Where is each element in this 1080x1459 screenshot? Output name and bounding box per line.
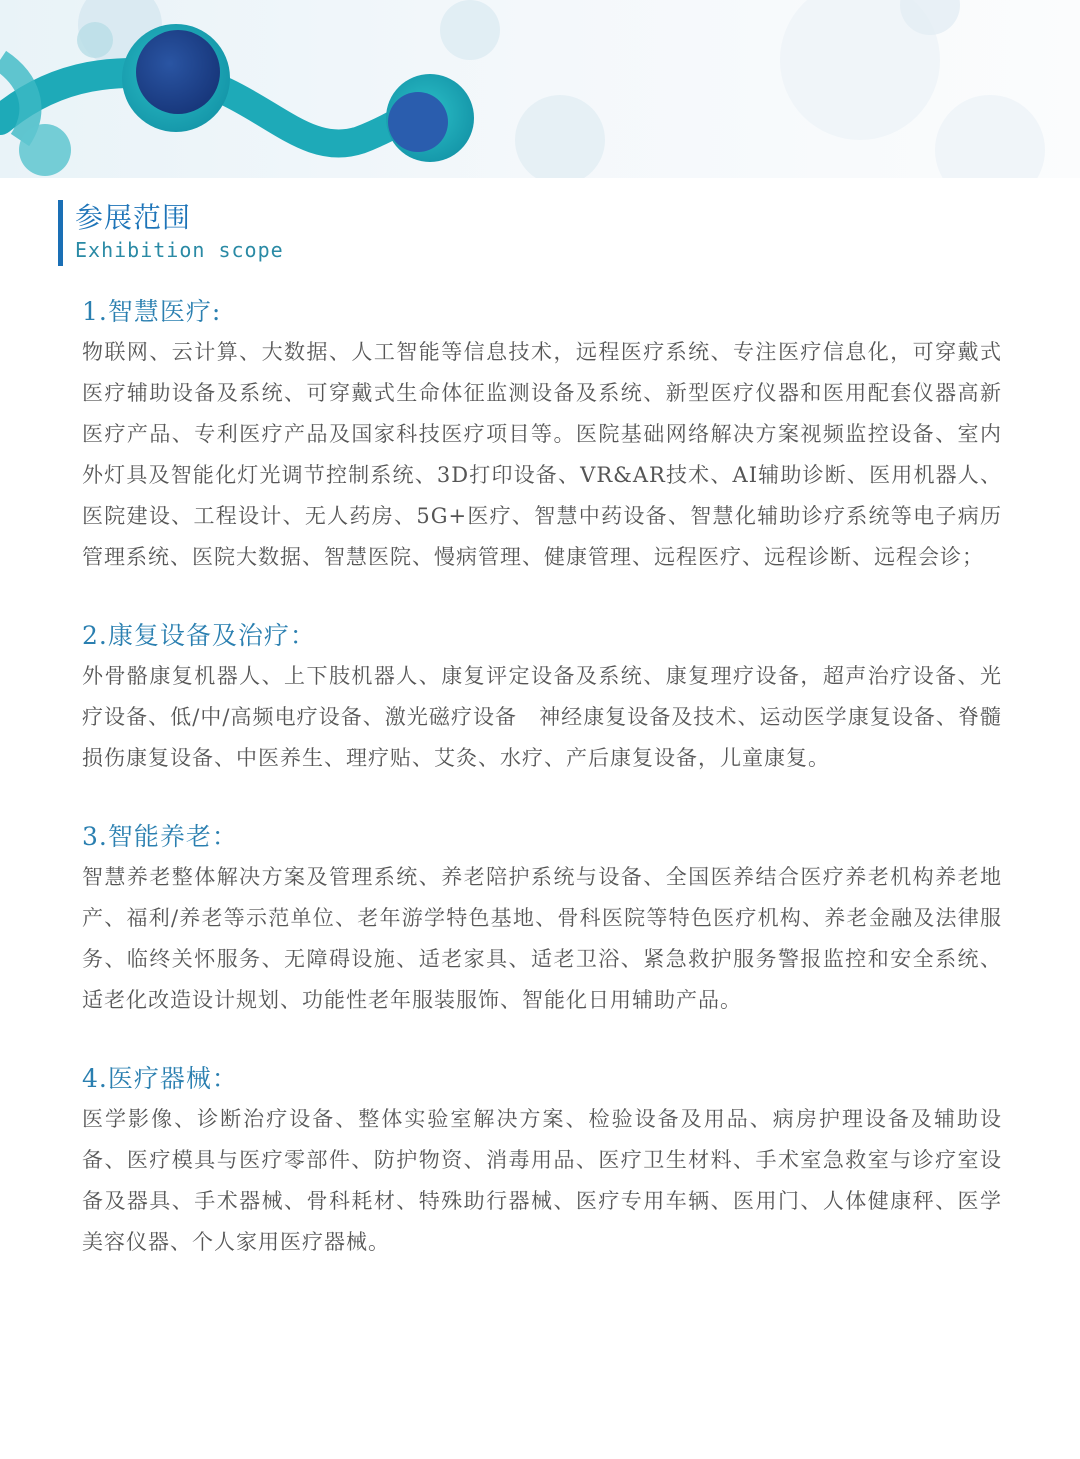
section-body: 外骨骼康复机器人、上下肢机器人、康复评定设备及系统、康复理疗设备，超声治疗设备、光疗设备、低/中/高频电疗设备、激光磁疗设备 神经康复设备及技术、运动医学康复设备、脊髓损伤康复设备、中医养生、理疗贴、艾灸、水疗、产后康复设备，儿童康复。 <box>82 664 1002 770</box>
molecule-illustration <box>0 0 1080 178</box>
heading-title-en: Exhibition scope <box>75 238 284 262</box>
scope-section-medical-devices <box>82 1059 1002 1263</box>
scope-section-smart-medical <box>82 292 1002 578</box>
heading-title-cn: 参展范围 <box>75 201 192 234</box>
scope-section-rehabilitation <box>82 616 1002 779</box>
section-title: 1.智慧医疗: <box>82 297 222 326</box>
section-title: 4.医疗器械： <box>82 1064 238 1093</box>
molecule-banner <box>0 0 1080 178</box>
section-title: 3.智能养老： <box>82 822 238 851</box>
exhibition-scope-list <box>82 292 1002 1263</box>
section-body: 医学影像、诊断治疗设备、整体实验室解决方案、检验设备及用品、病房护理设备及辅助设备、医疗模具与医疗零部件、防护物资、消毒用品、医疗卫生材料、手术室急救室与诊疗室设备及器具、手术器械、骨科耗材、特殊助行器械、医疗专用车辆、医用门、人体健康秤、医学美容仪器、个人家用医疗器械。 <box>82 1107 1002 1254</box>
scope-section-elderly-care <box>82 817 1002 1021</box>
section-heading <box>58 200 284 266</box>
section-body: 物联网、云计算、大数据、人工智能等信息技术，远程医疗系统、专注医疗信息化，可穿戴式医疗辅助设备及系统、可穿戴式生命体征监测设备及系统、新型医疗仪器和医用配套仪器高新医疗产品、专利医疗产品及国家科技医疗项目等。医院基础网络解决方案视频监控设备、室内外灯具及智能化灯光调节控制系统、3D打印设备、VR&AR技术、AI辅助诊断、医用机器人、医院建设、工程设计、无人药房、5G+医疗、智慧中药设备、智慧化辅助诊疗系统等电子病历管理系统、医院大数据、智慧医院、慢病管理、健康管理、远程医疗、远程诊断、远程会诊； <box>82 340 1002 569</box>
section-body: 智慧养老整体解决方案及管理系统、养老陪护系统与设备、全国医养结合医疗养老机构养老地产、福利/养老等示范单位、老年游学特色基地、骨科医院等特色医疗机构、养老金融及法律服务、临终关怀服务、无障碍设施、适老家具、适老卫浴、紧急救护服务警报监控和安全系统、适老化改造设计规划、功能性老年服装服饰、智能化日用辅助产品。 <box>82 865 1002 1012</box>
section-title: 2.康复设备及治疗： <box>82 621 316 650</box>
